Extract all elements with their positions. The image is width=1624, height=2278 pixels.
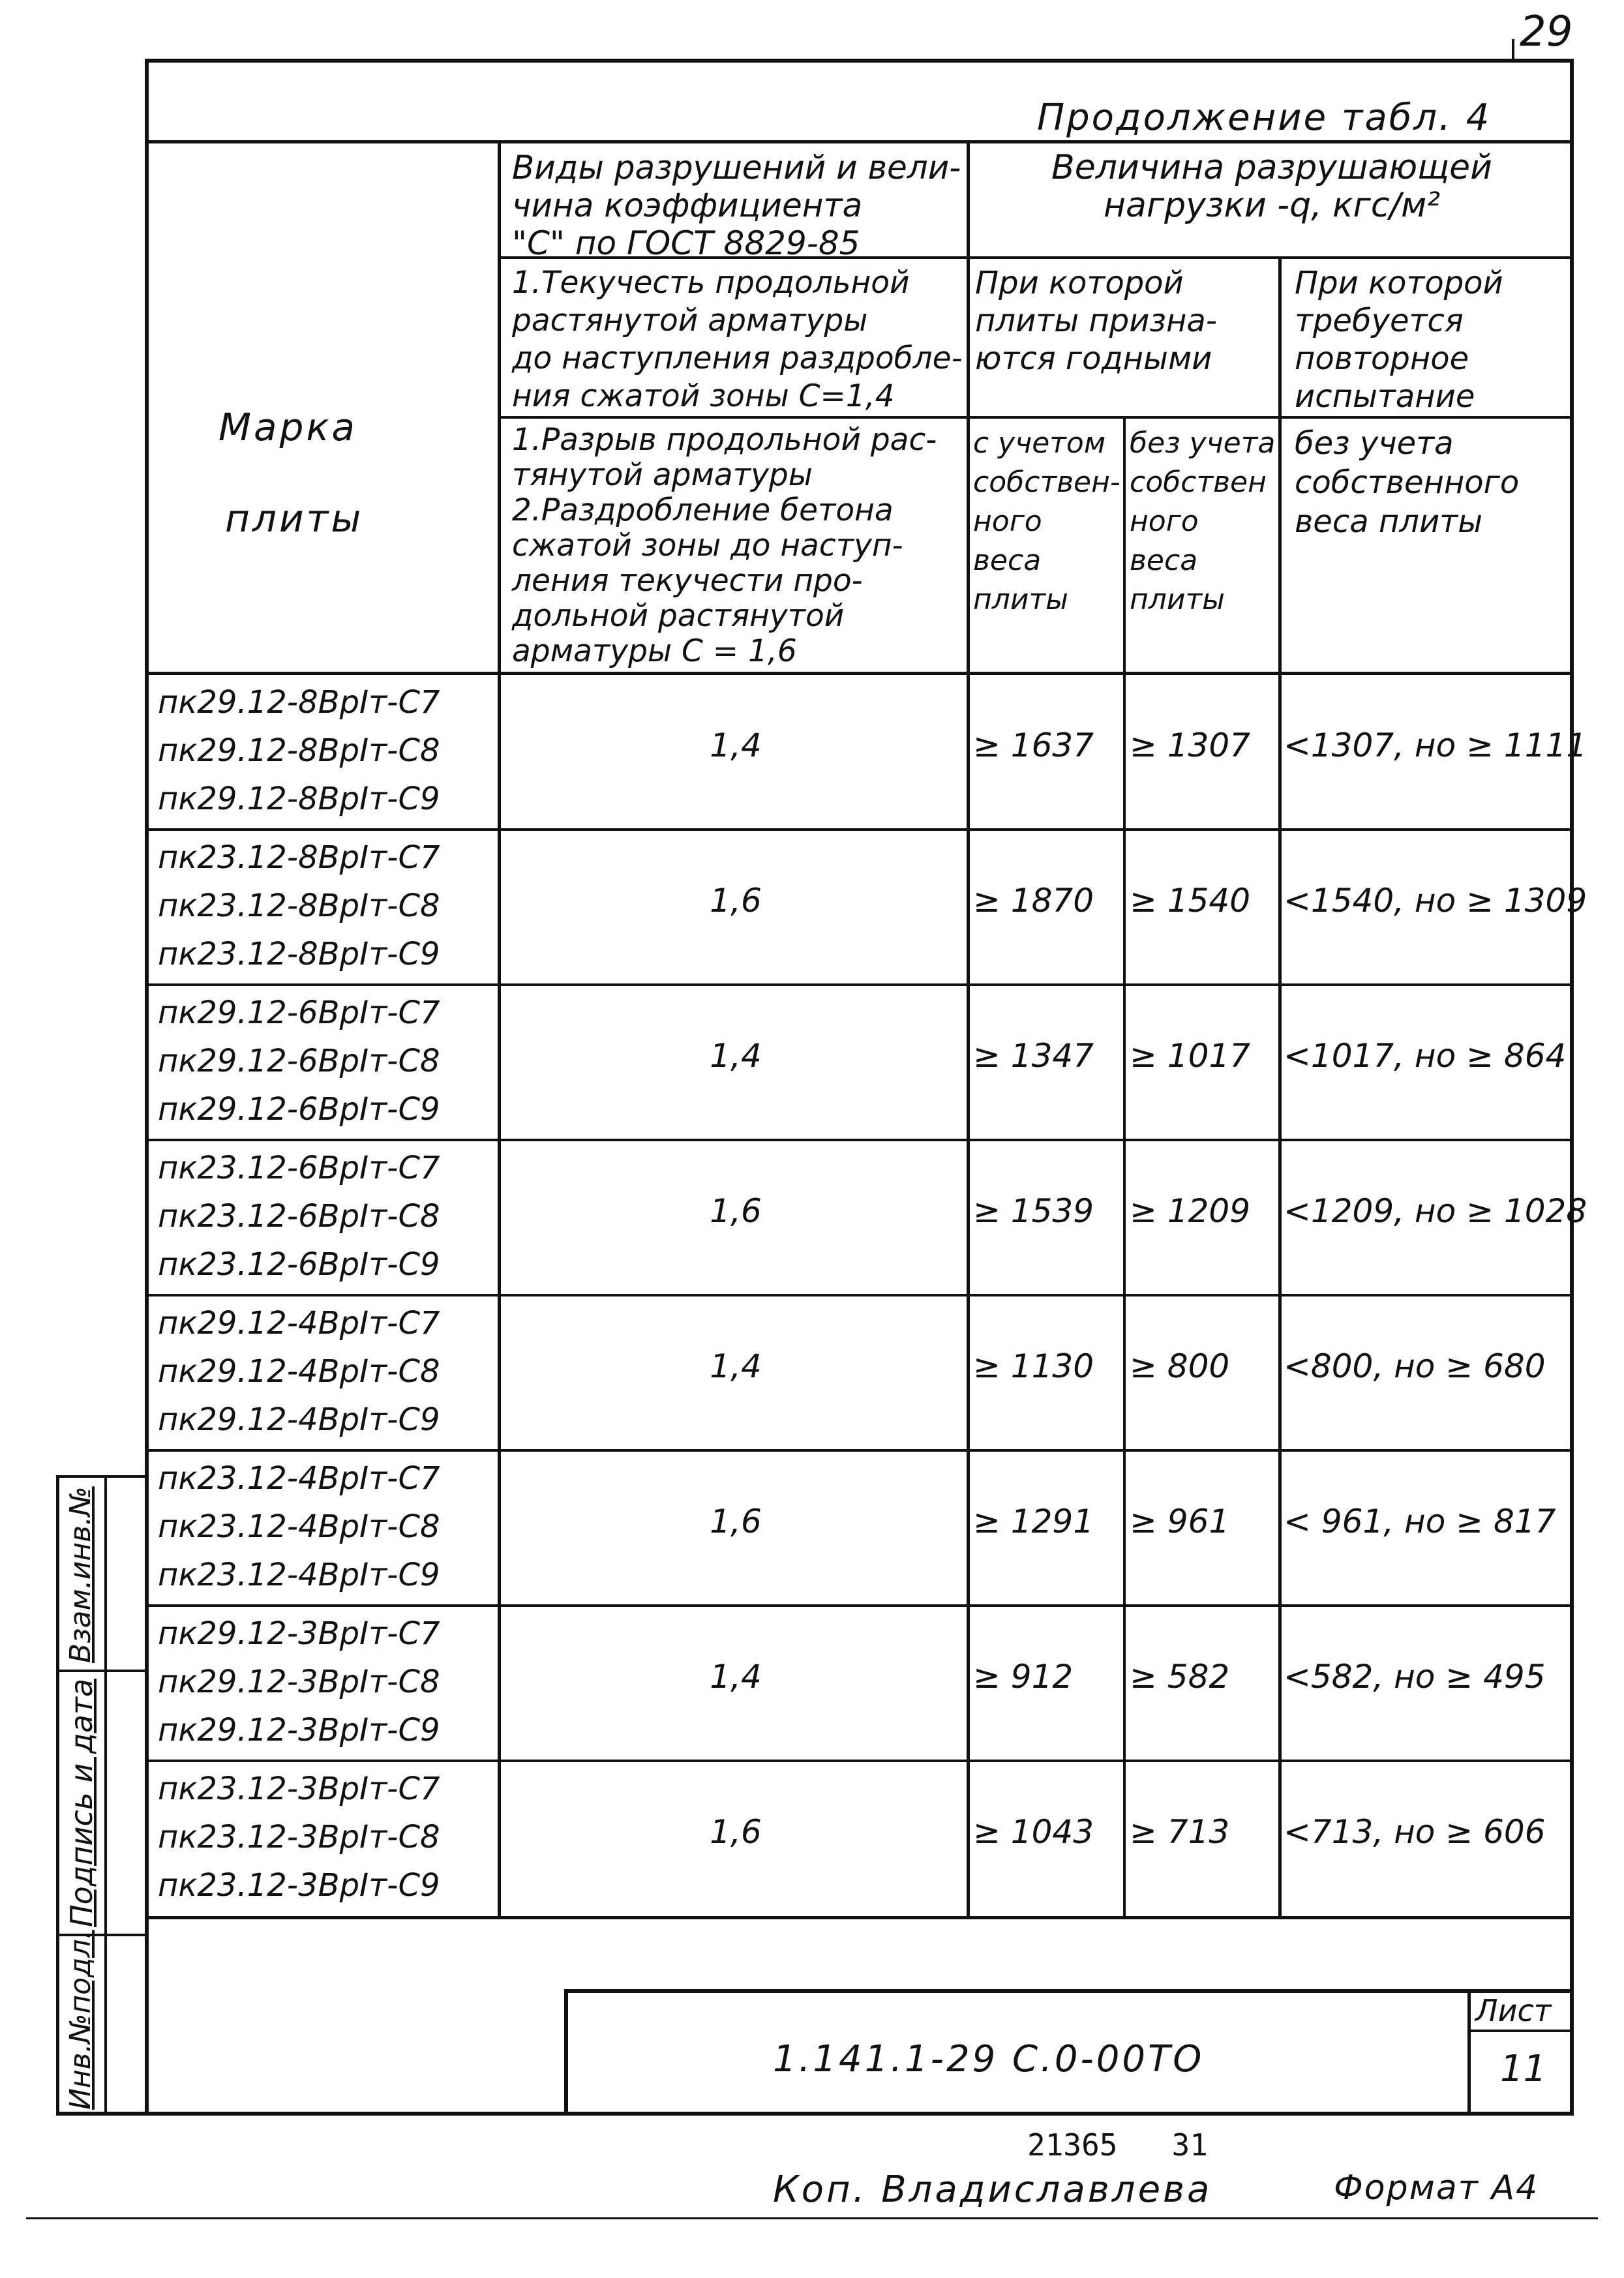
plate-mark: пк23.12-6ВрIт-С9 xyxy=(158,1246,440,1283)
plate-mark: пк29.12-8ВрIт-С7 xyxy=(158,684,440,721)
plate-mark: пк23.12-8ВрIт-С8 xyxy=(158,888,440,924)
sheet-label: Лист xyxy=(1475,1993,1552,2028)
table-top-line xyxy=(147,140,1574,143)
plate-mark: пк23.12-4ВрIт-С8 xyxy=(158,1508,440,1545)
plate-mark: пк29.12-6ВрIт-С9 xyxy=(158,1091,440,1128)
hdr-line-2 xyxy=(499,416,1574,419)
frame-bottom xyxy=(56,2112,1574,2116)
plate-mark: пк23.12-3ВрIт-С9 xyxy=(158,1867,440,1904)
coefficient-c: 1,4 xyxy=(710,1037,762,1075)
row-separator xyxy=(147,1139,1574,1141)
load-without-weight: ≥ 582 xyxy=(1130,1658,1230,1696)
frame-left xyxy=(145,59,149,2116)
frame-right xyxy=(1570,59,1574,2116)
load-without-weight: ≥ 1017 xyxy=(1130,1037,1251,1075)
coefficient-c: 1,4 xyxy=(710,1658,762,1696)
load-retest: <1017, но ≥ 864 xyxy=(1284,1037,1567,1075)
plate-mark: пк29.12-3ВрIт-С9 xyxy=(158,1712,440,1748)
row-separator xyxy=(147,1604,1574,1607)
fit-header: При которой плиты призна- ются годными xyxy=(975,265,1218,377)
row-marks xyxy=(158,1144,440,1289)
load-without-weight: ≥ 1209 xyxy=(1130,1192,1251,1230)
document-code: 1.141.1-29 С.0-00ТО xyxy=(773,2038,1205,2080)
col-line-4 xyxy=(1278,258,1282,1919)
stamp-divider-1 xyxy=(56,1670,147,1672)
col-line-1 xyxy=(498,140,501,1919)
table-bottom-line xyxy=(147,1916,1574,1919)
load-with-weight: ≥ 1347 xyxy=(973,1037,1094,1075)
load-without-weight: ≥ 713 xyxy=(1130,1813,1230,1851)
failure-types-header: Виды разрушений и вели- чина коэффициента "С" по ГОСТ 8829-85 xyxy=(512,149,961,262)
with-weight-header: с учетом собствен- ного веса плиты xyxy=(973,427,1120,616)
plate-mark: пк23.12-6ВрIт-С7 xyxy=(158,1150,440,1186)
sheet-number: 11 xyxy=(1500,2048,1547,2090)
row-marks xyxy=(158,1765,440,1910)
archive-number: 21365 31 xyxy=(1027,2127,1208,2163)
copied-by: Коп. Владиславлева xyxy=(773,2168,1212,2211)
brand-header-line1: Марка xyxy=(218,405,357,449)
row-separator xyxy=(147,1294,1574,1296)
col-line-3 xyxy=(1123,417,1126,1919)
col-line-2 xyxy=(967,140,970,1919)
frame-top xyxy=(147,59,1574,63)
plate-mark: пк29.12-8ВрIт-С8 xyxy=(158,732,440,769)
load-header: Величина разрушающей нагрузки -q, кгс/м² xyxy=(1051,148,1492,225)
load-retest: <713, но ≥ 606 xyxy=(1284,1813,1546,1851)
plate-mark: пк23.12-3ВрIт-С7 xyxy=(158,1771,440,1807)
load-with-weight: ≥ 1539 xyxy=(973,1192,1094,1230)
hdr-line-3 xyxy=(147,672,1574,675)
load-with-weight: ≥ 1043 xyxy=(973,1813,1094,1851)
load-retest: <800, но ≥ 680 xyxy=(1284,1347,1546,1385)
load-without-weight: ≥ 961 xyxy=(1130,1503,1230,1540)
stamp-top-line xyxy=(56,1475,147,1478)
row-marks xyxy=(158,678,440,823)
load-with-weight: ≥ 1870 xyxy=(973,882,1094,920)
coefficient-c: 1,4 xyxy=(710,727,762,764)
plate-mark: пк23.12-6ВрIт-С8 xyxy=(158,1198,440,1235)
load-retest: <582, но ≥ 495 xyxy=(1284,1658,1546,1696)
without-weight-header: без учета собствен ного веса плиты xyxy=(1130,427,1276,616)
brand-header-line2: плиты xyxy=(225,496,364,541)
retest-sub-header: без учета собственного веса плиты xyxy=(1295,425,1520,540)
plate-mark: пк29.12-8ВрIт-С9 xyxy=(158,781,440,817)
corner-mark xyxy=(1512,39,1514,61)
row-marks xyxy=(158,1299,440,1444)
plate-mark: пк23.12-8ВрIт-С7 xyxy=(158,839,440,876)
plate-mark: пк23.12-4ВрIт-С9 xyxy=(158,1557,440,1593)
retest-header: При которой требуется повторное испытание xyxy=(1295,265,1503,415)
load-retest: < 961, но ≥ 817 xyxy=(1284,1503,1556,1540)
row-marks xyxy=(158,1454,440,1599)
load-with-weight: ≥ 1637 xyxy=(973,727,1094,764)
row-separator xyxy=(147,1760,1574,1762)
row-marks xyxy=(158,989,440,1133)
coefficient-c: 1,6 xyxy=(710,882,762,920)
row-separator xyxy=(147,1449,1574,1452)
stamp-inv-no: Инв.№подл. xyxy=(64,1930,97,2110)
coefficient-c: 1,4 xyxy=(710,1347,762,1385)
brand-header xyxy=(218,382,363,564)
stamp-left-line xyxy=(56,1475,59,2116)
stamp-signature-date: Подпись и дата xyxy=(64,1678,99,1927)
load-retest: <1307, но ≥ 1111 xyxy=(1284,727,1587,764)
plate-mark: пк23.12-3ВрIт-С8 xyxy=(158,1819,440,1855)
coefficient-c: 1,6 xyxy=(710,1503,762,1540)
sheet-corner-number: 29 xyxy=(1520,8,1573,56)
row-separator xyxy=(147,828,1574,831)
plate-mark: пк29.12-3ВрIт-С8 xyxy=(158,1664,440,1700)
plate-mark: пк29.12-4ВрIт-С9 xyxy=(158,1401,440,1438)
row-marks xyxy=(158,833,440,978)
title-block-left xyxy=(564,1989,568,2116)
plate-mark: пк29.12-3ВрIт-С7 xyxy=(158,1615,440,1652)
load-retest: <1540, но ≥ 1309 xyxy=(1284,882,1587,920)
failure-type-2: 1.Разрыв продольной рас- тянутой арматуры 2.Раздробление бетона сжатой зоны до наступ- ления текучести про- дольной растянутой арматуры С = 1,6 xyxy=(512,422,937,669)
bottom-rule xyxy=(26,2217,1598,2219)
stamp-replace-inv: Взам.инв.№ xyxy=(64,1486,97,1663)
title-block-top xyxy=(564,1989,1574,1993)
coefficient-c: 1,6 xyxy=(710,1813,762,1851)
row-separator xyxy=(147,983,1574,986)
plate-mark: пк29.12-4ВрIт-С7 xyxy=(158,1305,440,1341)
plate-mark: пк29.12-6ВрIт-С8 xyxy=(158,1043,440,1079)
load-with-weight: ≥ 1291 xyxy=(973,1503,1094,1540)
title-block-sheet-line xyxy=(1469,2030,1573,2032)
load-without-weight: ≥ 1540 xyxy=(1130,882,1251,920)
load-without-weight: ≥ 1307 xyxy=(1130,727,1251,764)
load-without-weight: ≥ 800 xyxy=(1130,1347,1230,1385)
coefficient-c: 1,6 xyxy=(710,1192,762,1230)
row-marks xyxy=(158,1610,440,1754)
load-with-weight: ≥ 1130 xyxy=(973,1347,1094,1385)
title-block-sheet-sep xyxy=(1467,1989,1471,2116)
failure-type-1: 1.Текучесть продольной растянутой арматуры до наступления раздробле- ния сжатой зоны С=1,4 xyxy=(512,265,963,414)
table-continuation: Продолжение табл. 4 xyxy=(1037,97,1492,139)
plate-mark: пк29.12-4ВрIт-С8 xyxy=(158,1353,440,1390)
load-retest: <1209, но ≥ 1028 xyxy=(1284,1192,1587,1230)
load-with-weight: ≥ 912 xyxy=(973,1658,1074,1696)
format-label: Формат А4 xyxy=(1334,2168,1539,2208)
plate-mark: пк23.12-8ВрIт-С9 xyxy=(158,936,440,972)
plate-mark: пк23.12-4ВрIт-С7 xyxy=(158,1460,440,1497)
plate-mark: пк29.12-6ВрIт-С7 xyxy=(158,995,440,1031)
stamp-mid-line xyxy=(104,1475,107,2116)
